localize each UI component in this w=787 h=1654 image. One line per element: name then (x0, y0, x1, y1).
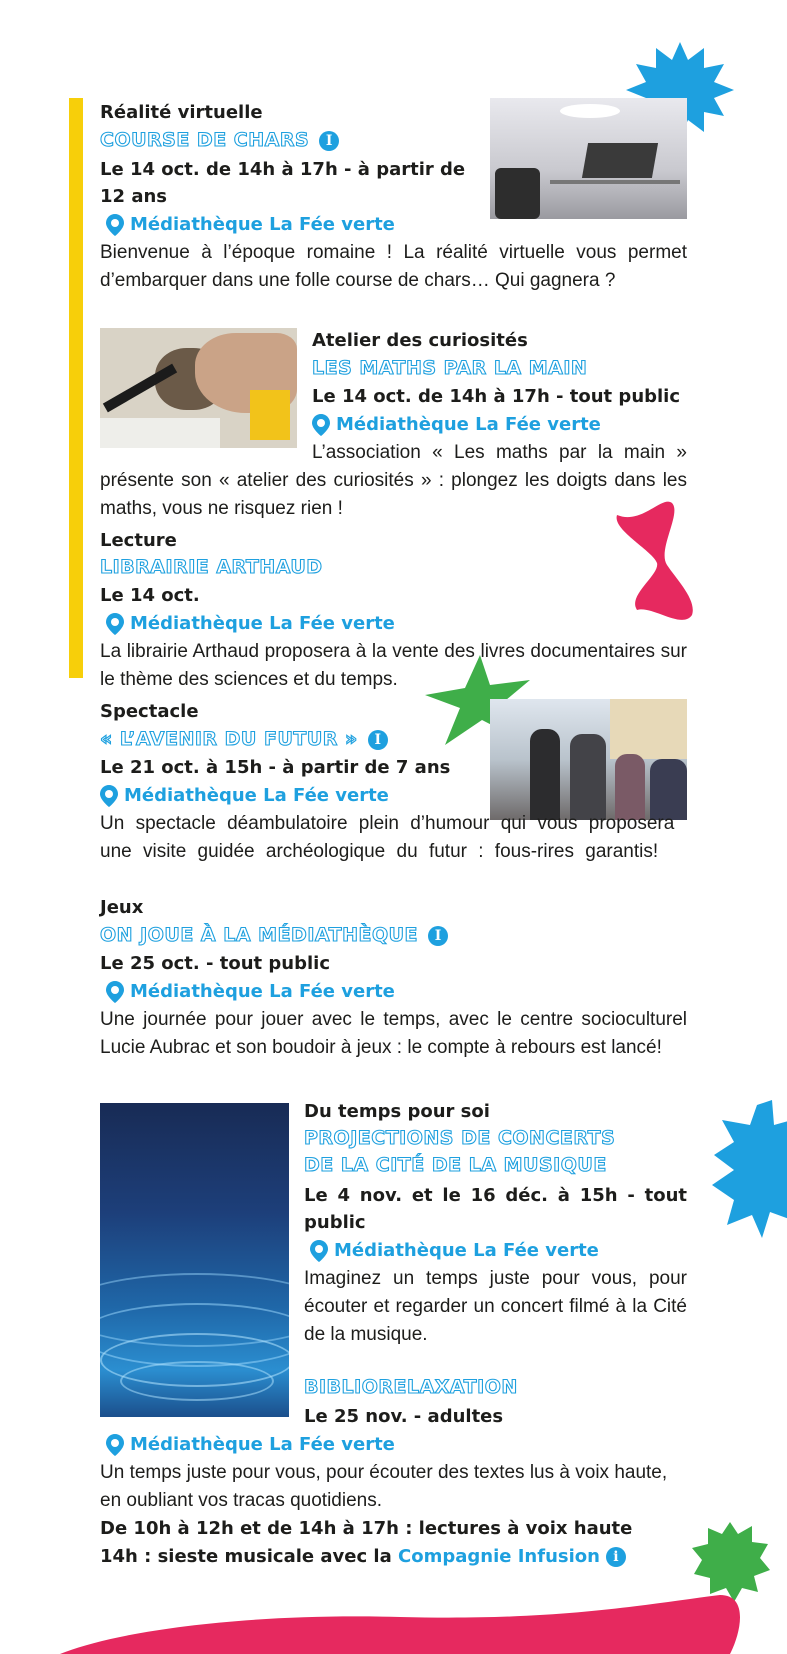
pink-wave-bottom-decoration (0, 1595, 787, 1654)
event-date: Le 14 oct. de 14h à 17h - à partir de 12 ans (100, 159, 466, 207)
vr-room-photo (490, 98, 687, 219)
event-description: L’association « Les maths par la main » présente son « atelier des curiosités » : plongez les doigts dans les maths, vous ne risquez rien ! (100, 442, 687, 519)
map-pin-icon (106, 613, 124, 635)
info-icon[interactable]: I (319, 131, 339, 151)
location-label: Médiathèque La Fée verte (334, 1240, 599, 1261)
event-category: Réalité virtuelle (100, 102, 263, 123)
info-icon[interactable]: I (428, 926, 448, 946)
event-date: Le 14 oct. (100, 585, 200, 606)
event-location (106, 610, 395, 637)
location-label: Médiathèque La Fée verte (130, 214, 395, 235)
event-location (100, 782, 389, 809)
event-description: Un spectacle déambulatoire plein d’humour qui vous proposera une visite guidée archéologique du futur : fous-rires garantis! (100, 813, 675, 862)
event-title-text: COURSE DE CHARS (100, 129, 310, 151)
map-pin-icon (106, 214, 124, 236)
location-label: Médiathèque La Fée verte (130, 1434, 395, 1455)
event-description: La librairie Arthaud proposera à la vente des livres documentaires sur le thème des sciences et du temps. (100, 641, 687, 690)
location-label: Médiathèque La Fée verte (336, 414, 601, 435)
event-date: Le 14 oct. de 14h à 17h - tout public (312, 386, 681, 407)
event-title: BIBLIORELAXATION (304, 1376, 518, 1398)
blue-water-ripple-image (100, 1103, 289, 1417)
event-date: Le 21 oct. à 15h - à partir de 7 ans (100, 757, 451, 778)
event-description: Un temps juste pour vous, pour écouter des textes lus à voix haute, en oubliant vos tracas quotidiens. (100, 1462, 668, 1511)
blue-star-right-decoration (712, 1100, 787, 1240)
event-title: LIBRAIRIE ARTHAUD (100, 556, 323, 578)
event-category: Jeux (100, 897, 144, 918)
event-date: Le 4 nov. et le 16 déc. à 15h - tout public (304, 1185, 687, 1233)
event-date: Le 25 oct. - tout public (100, 953, 330, 974)
event-title (100, 127, 339, 154)
event-category: Du temps pour soi (304, 1101, 490, 1122)
event-location (106, 211, 395, 238)
yellow-section-bar (69, 98, 83, 678)
event-location (310, 1237, 599, 1264)
map-pin-icon (106, 981, 124, 1003)
event-category: Atelier des curiosités (312, 330, 528, 351)
event-schedule-line (100, 1543, 626, 1570)
info-icon[interactable]: i (606, 1547, 626, 1567)
event-title (100, 922, 448, 949)
event-title-text: « L’AVENIR DU FUTUR » (100, 728, 358, 750)
event-description: Une journée pour jouer avec le temps, avec le centre socioculturel Lucie Aubrac et son boudoir à jeux : le compte à rebours est lancé! (100, 1009, 687, 1058)
hand-pinecone-photo (100, 328, 297, 448)
location-label: Médiathèque La Fée verte (130, 981, 395, 1002)
location-label: Médiathèque La Fée verte (124, 785, 389, 806)
street-performance-photo (490, 699, 687, 820)
map-pin-icon (106, 1434, 124, 1456)
event-schedule-line: De 10h à 12h et de 14h à 17h : lectures à voix haute (100, 1518, 633, 1539)
compagnie-infusion-link[interactable]: Compagnie Infusion (398, 1546, 600, 1567)
event-category: Spectacle (100, 701, 199, 722)
event-date: Le 25 nov. - adultes (304, 1406, 504, 1427)
green-star-bottom-decoration (688, 1520, 772, 1604)
location-label: Médiathèque La Fée verte (130, 613, 395, 634)
event-title-line-2: DE LA CITÉ DE LA MUSIQUE (304, 1154, 607, 1176)
event-title: LES MATHS PAR LA MAIN (312, 357, 588, 379)
event-title-line-1: PROJECTIONS DE CONCERTS (304, 1127, 616, 1149)
event-description: Bienvenue à l’époque romaine ! La réalité virtuelle vous permet d’embarquer dans une folle course de chars… Qui gagnera ? (100, 242, 687, 291)
event-title (100, 726, 388, 753)
info-icon[interactable]: I (368, 730, 388, 750)
event-location (312, 411, 601, 438)
map-pin-icon (310, 1240, 328, 1262)
map-pin-icon (100, 785, 118, 807)
event-title-text: ON JOUE À LA MÉDIATHÈQUE (100, 924, 419, 946)
event-location (106, 1431, 395, 1458)
event-category: Lecture (100, 530, 177, 551)
event-location (106, 978, 395, 1005)
event-description: Imaginez un temps juste pour vous, pour écouter et regarder un concert filmé à la Cité de la musique. (304, 1268, 687, 1345)
schedule-prefix: 14h : sieste musicale avec la (100, 1546, 392, 1567)
map-pin-icon (312, 414, 330, 436)
